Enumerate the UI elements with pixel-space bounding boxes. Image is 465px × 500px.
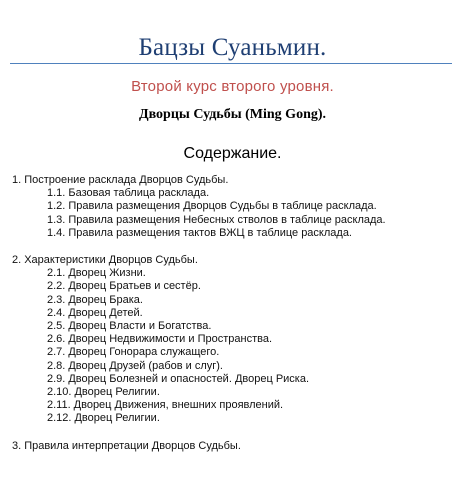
toc-item (12, 320, 457, 333)
toc-item-label: Дворец Болезней и опасностей. Дворец Риска. (68, 372, 310, 385)
toc-item (12, 280, 457, 293)
toc-section (12, 254, 457, 426)
toc-item-number: 1.2. (47, 200, 66, 213)
toc-section (12, 440, 457, 453)
toc-section-label: Правила интерпретации Дворцов Судьбы. (24, 439, 241, 452)
toc-item (12, 346, 457, 359)
toc-item-label: Дворец Власти и Богатства. (68, 320, 212, 333)
toc-section (12, 174, 457, 240)
toc-item-number: 2.1. (47, 267, 66, 280)
toc-item (12, 227, 457, 240)
toc-item-label: Правила размещения Небесных стволов в таблице расклада. (68, 213, 386, 226)
toc-item-number: 2.5. (47, 320, 66, 333)
table-of-contents-title: Содержание. (183, 145, 282, 162)
toc-section-label: Построение расклада Дворцов Судьбы. (24, 174, 229, 186)
toc-item-label: Дворец Гонорара служащего. (68, 346, 220, 359)
toc-section-entry (12, 440, 457, 453)
toc-section-entry (12, 254, 457, 267)
toc-item-label: Дворец Братьев и сестёр. (68, 280, 201, 293)
toc-item-number: 1.1. (47, 187, 66, 200)
toc-item (12, 294, 457, 307)
toc-section-label: Характеристики Дворцов Судьбы. (24, 254, 198, 267)
table-of-contents (12, 174, 457, 453)
toc-item-number: 2.2. (47, 280, 66, 293)
toc-item (12, 267, 457, 280)
toc-item-label: Дворец Брака. (68, 293, 143, 306)
document-title: Бацзы Суаньмин. (138, 34, 327, 61)
toc-item-label: Дворец Недвижимости и Пространства. (68, 333, 273, 346)
toc-item (12, 386, 457, 399)
toc-item (12, 360, 457, 373)
toc-item-label: Дворец Религии. (74, 386, 160, 399)
toc-item-label: Правила размещения тактов ВЖЦ в таблице расклада. (68, 226, 352, 239)
toc-item-number: 2.9. (47, 372, 66, 385)
toc-item-label: Дворец Религии. (74, 412, 160, 425)
toc-item (12, 187, 457, 200)
toc-item-number: 2.4. (47, 306, 66, 319)
toc-item-number: 1.3. (47, 213, 66, 226)
document-heading: Дворцы Судьбы (Ming Gong). (138, 107, 327, 122)
toc-item-number: 1.4. (47, 226, 66, 239)
toc-item-number: 2.10. (47, 386, 72, 399)
toc-item-number: 2.11. (47, 399, 71, 412)
toc-section-number: 1. (12, 174, 22, 186)
toc-item-number: 2.12. (47, 412, 72, 425)
toc-section-number: 2. (12, 254, 22, 267)
toc-item (12, 200, 457, 213)
toc-item-number: 2.6. (47, 333, 66, 346)
toc-item (12, 373, 457, 386)
toc-item (12, 307, 457, 320)
toc-section-entry (12, 174, 457, 187)
toc-item-label: Дворец Движения, внешних проявлений. (73, 399, 284, 412)
toc-item (12, 399, 457, 412)
toc-section-number: 3. (12, 439, 22, 452)
toc-item-label: Дворец Жизни. (68, 267, 146, 280)
toc-item-label: Дворец Детей. (68, 306, 143, 319)
toc-item-label: Дворец Друзей (рабов и слуг). (68, 359, 223, 372)
toc-item (12, 333, 457, 346)
toc-item-number: 2.8. (47, 359, 66, 372)
toc-item (12, 214, 457, 227)
title-underline (10, 63, 452, 64)
document-subtitle: Второй курс второго уровня. (131, 78, 334, 95)
toc-item-label: Базовая таблица расклада. (68, 187, 210, 200)
toc-item (12, 412, 457, 425)
toc-item-number: 2.7. (47, 346, 66, 359)
toc-item-label: Правила размещения Дворцов Судьбы в таблице расклада. (68, 200, 377, 213)
toc-item-number: 2.3. (47, 293, 66, 306)
